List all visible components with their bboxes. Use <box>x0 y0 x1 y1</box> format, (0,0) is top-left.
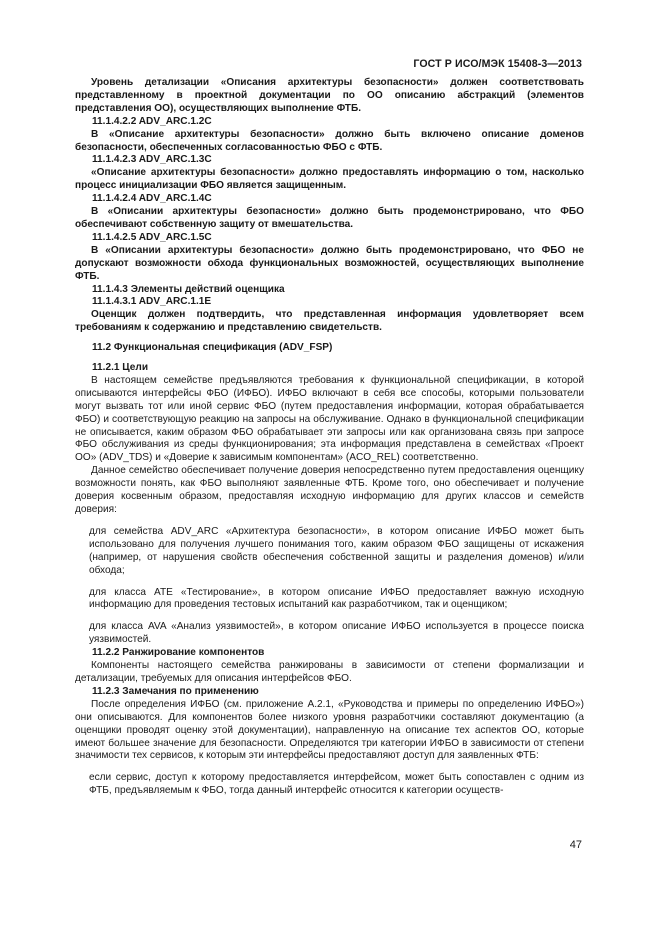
page-content <box>75 77 584 798</box>
clause-heading: 11.1.4.2.5 ADV_ARC.1.5C <box>92 231 212 243</box>
paragraph: Данное семейство обеспечивает получение доверия непосредственно путем предоставления оценщику возможности понять, как ФБО выполняют заявленные ФТБ. Кроме того, оно обеспечивает и получение доверия косвенным образом, предоставляя исходную информацию для других классов и семейств доверия: <box>75 465 584 515</box>
paragraph: После определения ИФБО (см. приложение А.2.1, «Руководства и примеры по определению ИФБО») они описываются. Для компонентов более низкого уровня разработчики составляют документацию (а оценщики проводят оценку этой документации), направленную на описание тех аспектов ОО, которые имеют большее значение для безопасности. Определяются три категории ИФБО в зависимости от степени значимости тех сервисов, к которым эти интерфейсы предоставляют доступ для заявленных ФТБ: <box>75 698 584 762</box>
document-header: ГОСТ Р ИСО/МЭК 15408-3—2013 <box>413 58 582 70</box>
paragraph: В «Описание архитектуры безопасности» должно быть включено описание доменов безопасности, обеспеченных согласованностью ФБО с ФТБ. <box>75 128 584 153</box>
clause-heading: 11.1.4.2.2 ADV_ARC.1.2C <box>92 115 212 127</box>
list-item: для класса ATE «Тестирование», в котором описание ИФБО предоставляет важную исходную информацию для проведения тестовых испытаний как разработчиком, так и оценщиком; <box>89 586 584 611</box>
page-number: 47 <box>569 839 582 851</box>
clause-heading: 11.1.4.3.1 ADV_ARC.1.1E <box>92 296 212 308</box>
paragraph: Компоненты настоящего семейства ранжированы в зависимости от степени формализации и детализации, требуемых для описания интерфейсов ФБО. <box>75 660 584 684</box>
paragraph: Оценщик должен подтвердить, что представленная информация удовлетворяет всем требованиям к содержанию и представлению свидетельств. <box>75 309 584 334</box>
clause-heading: 11.1.4.2.4 ADV_ARC.1.4C <box>92 193 212 205</box>
section-heading: 11.2.1 Цели <box>92 362 149 374</box>
section-heading: 11.2 Функциональная спецификация (ADV_FSP) <box>92 342 333 354</box>
paragraph: В «Описании архитектуры безопасности» должно быть продемонстрировано, что ФБО не допускают возможности обхода функциональных возможностей, осуществляющих выполнение ФТБ. <box>75 244 584 282</box>
list-item: для класса AVA «Анализ уязвимостей», в котором описание ИФБО используется в процессе поиска уязвимостей. <box>89 621 584 646</box>
section-heading: 11.2.3 Замечания по применению <box>92 685 259 697</box>
clause-heading: 11.1.4.3 Элементы действий оценщика <box>92 283 285 295</box>
clause-heading: 11.1.4.2.3 ADV_ARC.1.3C <box>92 154 212 166</box>
list-item: если сервис, доступ к которому предоставляется интерфейсом, может быть сопоставлен с одним из ФТБ, предъявляемым к ФБО, тогда данный интерфейс относится к категории осуществ- <box>89 772 584 797</box>
list-item: для семейства ADV_ARC «Архитектура безопасности», в котором описание ИФБО может быть использовано для получения лучшего понимания того, каким образом ФБО защищены от искажения (например, от нарушения свойств обеспечения собственной защиты и разделения доменов) и/или обхода; <box>89 525 584 576</box>
paragraph: В «Описании архитектуры безопасности» должно быть продемонстрировано, что ФБО обеспечивают собственную защиту от вмешательства. <box>75 206 584 230</box>
paragraph: «Описание архитектуры безопасности» должно предоставлять информацию о том, насколько процесс инициализации ФБО является защищенным. <box>75 167 584 192</box>
paragraph: Уровень детализации «Описания архитектуры безопасности» должен соответствовать представленному в проектной документации по ОО описанию абстракций (элементов представления ОО), осуществляющих выполнение ФТБ. <box>75 77 584 114</box>
section-heading: 11.2.2 Ранжирование компонентов <box>92 647 265 659</box>
paragraph: В настоящем семействе предъявляются требования к функциональной спецификации, в которой описываются интерфейсы ФБО (ИФБО). ИФБО включают в себя все способы, которыми пользователи могут вызвать тот или иной сервис ФБО (путем предоставления информации, которая обрабатывается ФБО) и соответствующую реакцию на запросы на обслуживание. Однако в функциональной спецификации не описывается, каким образом ФБО обрабатывает эти запросы или как организована связь при запросе ФБО обслуживания из среды функционирования; эта информация представлена в семействах «Проект ОО» (ADV_TDS) и «Доверие к зависимым компонентам» (ACO_REL) соответственно. <box>75 374 584 464</box>
